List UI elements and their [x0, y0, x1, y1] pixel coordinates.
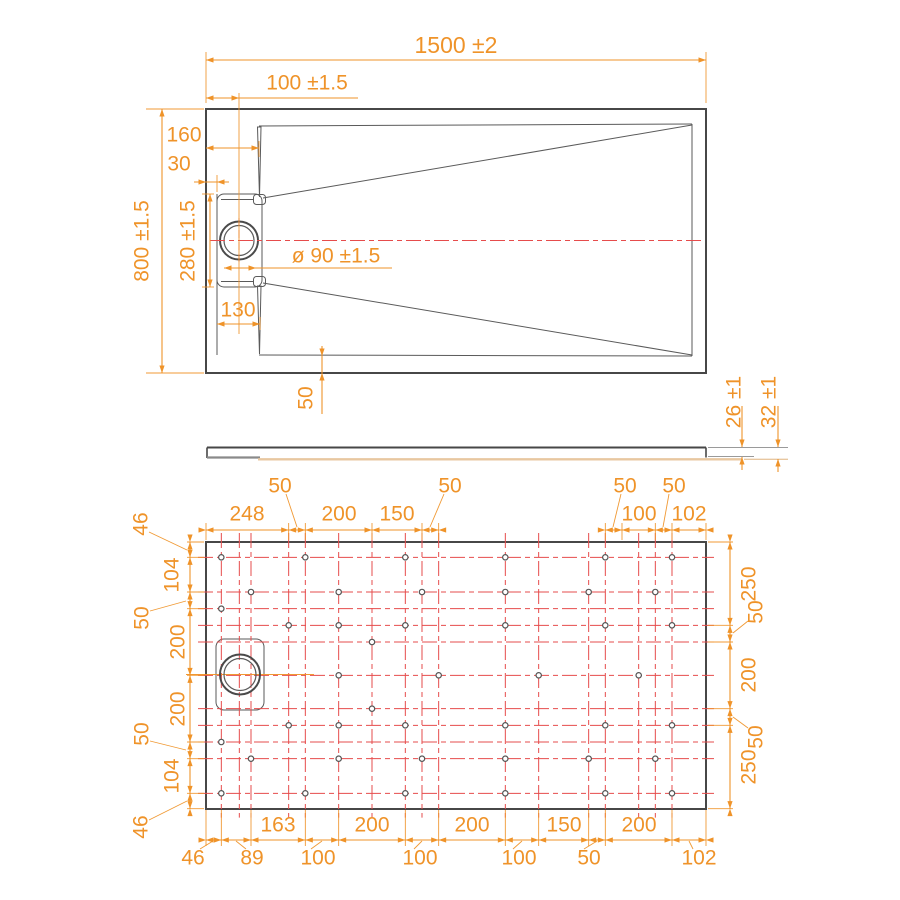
arrowhead: [319, 373, 324, 381]
dim-label-30: 30: [167, 152, 191, 176]
arrowhead: [232, 95, 240, 100]
arrowhead: [439, 837, 447, 842]
arrowhead: [505, 837, 512, 842]
mounting-hole: [336, 623, 341, 628]
arrowhead: [727, 718, 732, 726]
mounting-hole: [403, 555, 408, 560]
arrowhead: [727, 725, 732, 733]
arrowhead: [539, 837, 547, 842]
dim-label-50b: 50: [438, 474, 462, 498]
arrowhead: [214, 837, 222, 842]
mounting-hole: [248, 589, 253, 594]
dim-label-280: 280 ±1.5: [176, 200, 200, 282]
arrowhead: [622, 527, 630, 532]
arrowhead: [698, 527, 706, 532]
dim-label-200b1: 200: [354, 813, 390, 837]
arrowhead: [187, 675, 192, 683]
dim-label-50l1: 50: [130, 606, 154, 630]
arrowhead: [699, 57, 707, 62]
mounting-hole: [303, 555, 308, 560]
mounting-hole: [653, 756, 658, 761]
mounting-hole: [219, 606, 224, 611]
arrowhead: [581, 837, 589, 842]
arrowhead: [431, 837, 439, 842]
arrowhead: [187, 557, 192, 565]
dim-label-32: 32 ±1: [757, 375, 781, 429]
mounting-hole: [436, 673, 441, 678]
arrowhead: [706, 527, 714, 532]
arrowhead: [648, 527, 656, 532]
mounting-hole: [336, 673, 341, 678]
dim-label-150b: 150: [546, 813, 582, 837]
arrowhead: [598, 837, 606, 842]
arrowhead: [331, 837, 339, 842]
arrowhead: [187, 734, 192, 742]
mounting-hole: [219, 739, 224, 744]
mounting-hole: [586, 756, 591, 761]
arrowhead: [605, 837, 613, 842]
mounting-hole: [603, 555, 608, 560]
arrowhead: [305, 837, 313, 842]
dim-label-89: 89: [240, 846, 264, 870]
dim-label-800: 800 ±1.5: [130, 200, 154, 282]
dim-label-163: 163: [260, 813, 296, 837]
arrowhead: [727, 709, 732, 717]
mounting-hole: [286, 623, 291, 628]
arrowhead: [422, 527, 430, 532]
arrowhead: [739, 440, 744, 448]
mounting-hole: [503, 623, 508, 628]
arrowhead: [243, 837, 251, 842]
arrowhead: [414, 527, 422, 532]
dim-label-50r2: 50: [744, 725, 768, 749]
dim-label-102bb: 102: [681, 846, 717, 870]
arrowhead: [187, 601, 192, 609]
arrowhead: [187, 751, 192, 759]
dim-label-250a: 250: [737, 566, 761, 602]
arrowhead: [187, 535, 192, 543]
arrowhead: [727, 535, 732, 543]
arrowhead: [405, 837, 413, 842]
dim-label-100t: 100: [621, 502, 657, 526]
mounting-hole: [603, 791, 608, 796]
arrowhead: [206, 57, 214, 62]
mounting-hole: [503, 589, 508, 594]
arrowhead: [364, 527, 372, 532]
dim-label-diameter: ø 90 ±1.5: [291, 244, 381, 268]
dim-label-200r: 200: [737, 657, 761, 693]
dim-label-100b2: 100: [402, 846, 438, 870]
arrowhead: [431, 527, 439, 532]
arrowhead: [605, 527, 613, 532]
arrowhead: [672, 527, 680, 532]
arrowhead: [187, 759, 192, 767]
arrowhead: [199, 527, 207, 532]
dim-label-50a: 50: [268, 474, 292, 498]
dim-label-50d: 50: [662, 474, 686, 498]
mounting-hole: [586, 589, 591, 594]
arrowhead: [187, 801, 192, 809]
dim-label-50-border: 50: [294, 386, 318, 410]
mounting-hole: [369, 639, 374, 644]
dim-label-250b: 250: [737, 749, 761, 785]
arrowhead: [159, 366, 164, 374]
dim-label-200l1: 200: [166, 624, 190, 660]
arrowhead: [187, 809, 192, 817]
mounting-hole: [336, 756, 341, 761]
mounting-hole: [503, 723, 508, 728]
arrowhead: [727, 542, 732, 550]
mounting-hole: [219, 791, 224, 796]
arrowhead: [531, 837, 539, 842]
arrowhead: [187, 609, 192, 617]
arrowhead: [775, 459, 780, 467]
dim-label-104a: 104: [160, 557, 184, 593]
mounting-hole: [303, 791, 308, 796]
arrowhead: [339, 837, 347, 842]
dim-label-200b3: 200: [621, 813, 657, 837]
mounting-hole: [669, 623, 674, 628]
mounting-hole: [603, 623, 608, 628]
arrowhead: [664, 837, 672, 842]
arrowhead: [655, 527, 663, 532]
arrowhead: [199, 837, 207, 842]
dim-label-104b: 104: [160, 758, 184, 794]
arrowhead: [187, 584, 192, 592]
dim-label-150t: 150: [379, 502, 415, 526]
arrowhead: [305, 527, 313, 532]
arrowhead: [187, 786, 192, 794]
dim-label-130: 130: [220, 298, 256, 322]
arrowhead: [439, 527, 447, 532]
arrowhead: [206, 95, 214, 100]
mounting-hole: [669, 555, 674, 560]
dim-label-50l2: 50: [130, 722, 154, 746]
mounting-hole: [419, 756, 424, 761]
arrowhead: [298, 837, 306, 842]
mounting-hole: [403, 723, 408, 728]
mounting-hole: [403, 791, 408, 796]
arrowhead: [187, 592, 192, 600]
arrowhead: [727, 625, 732, 633]
arrowhead: [727, 801, 732, 809]
mounting-hole: [248, 756, 253, 761]
dim-label-50c: 50: [613, 474, 637, 498]
mounting-hole: [369, 706, 374, 711]
mounting-hole: [503, 791, 508, 796]
mounting-hole: [669, 723, 674, 728]
dim-label-200t: 200: [321, 502, 357, 526]
dim-label-248: 248: [229, 502, 265, 526]
arrowhead: [598, 527, 606, 532]
arrowhead: [727, 634, 732, 642]
mounting-hole: [503, 756, 508, 761]
arrowhead: [672, 837, 680, 842]
dim-label-100: 100 ±1.5: [266, 71, 348, 95]
mounting-hole: [336, 723, 341, 728]
arrowhead: [727, 642, 732, 650]
arrowhead: [251, 837, 258, 842]
arrowhead: [614, 527, 622, 532]
arrowhead: [187, 550, 192, 558]
dim-label-46bb: 46: [181, 846, 205, 870]
dim-label-200b2: 200: [454, 813, 490, 837]
arrowhead: [289, 527, 297, 532]
dim-label-50bb: 50: [577, 846, 601, 870]
arrowhead: [398, 837, 406, 842]
arrowhead: [187, 542, 192, 550]
top-view: [131, 32, 707, 414]
arrowhead: [221, 837, 229, 842]
mounting-hole: [653, 589, 658, 594]
arrowhead: [206, 527, 214, 532]
mounting-hole: [219, 555, 224, 560]
arrowhead: [775, 440, 780, 448]
arrowhead: [298, 527, 306, 532]
mounting-hole: [636, 673, 641, 678]
arrowhead: [698, 837, 706, 842]
arrowhead: [664, 527, 672, 532]
dim-label-46b: 46: [129, 815, 153, 839]
arrowhead: [498, 837, 506, 842]
arrowhead: [706, 837, 714, 842]
dim-label-160: 160: [166, 123, 202, 147]
dim-label-100b1: 100: [300, 846, 336, 870]
arrowhead: [281, 527, 289, 532]
dim-label-102t: 102: [671, 502, 707, 526]
arrowhead: [372, 527, 380, 532]
dim-label-100b3: 100: [501, 846, 537, 870]
arrowhead: [199, 179, 207, 184]
arrowhead: [187, 742, 192, 750]
dim-label-50r1: 50: [744, 600, 768, 624]
mounting-hole: [286, 723, 291, 728]
dim-label-1500: 1500 ±2: [414, 32, 498, 58]
arrowhead: [727, 809, 732, 817]
dim-label-200l2: 200: [166, 691, 190, 727]
arrowhead: [727, 701, 732, 709]
mounting-hole: [536, 673, 541, 678]
arrowhead: [187, 793, 192, 801]
mounting-hole: [503, 555, 508, 560]
mounting-hole: [603, 723, 608, 728]
dim-label-26: 26 ±1: [722, 375, 746, 429]
arrowhead: [159, 109, 164, 117]
mounting-hole: [419, 589, 424, 594]
mounting-hole: [403, 623, 408, 628]
dim-label-46a: 46: [129, 512, 153, 536]
mounting-hole: [669, 791, 674, 796]
arrowhead: [727, 618, 732, 626]
mounting-hole: [336, 589, 341, 594]
